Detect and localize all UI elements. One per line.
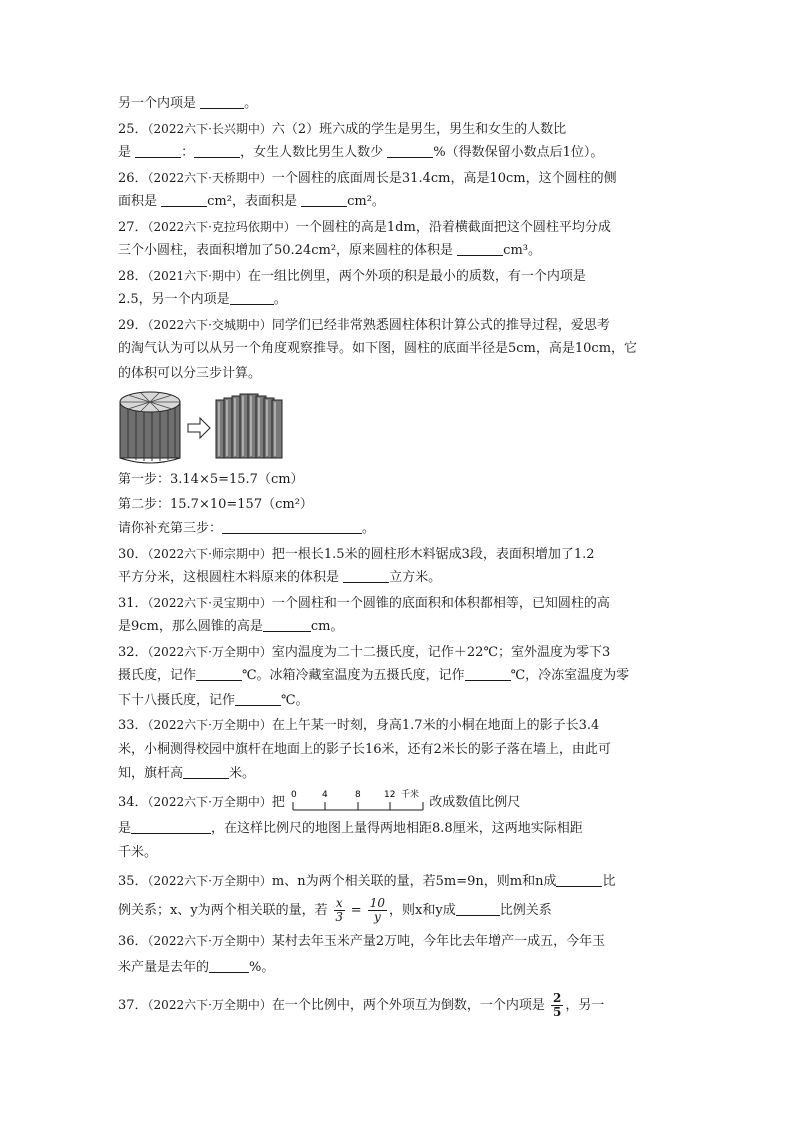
answer-blank[interactable] (131, 819, 211, 834)
cylinder-figure (118, 388, 678, 468)
answer-blank[interactable] (209, 958, 249, 973)
answer-blank[interactable] (161, 192, 207, 207)
answer-blank[interactable] (222, 519, 362, 534)
answer-blank[interactable] (200, 94, 244, 109)
question-35: 35．（2022六下·万全期中）m、n为两个相关联的量，若5m=9n，则m和n成 比 (118, 873, 616, 889)
worksheet-page (118, 92, 678, 1020)
line-q24-end: 另一个内项是 。 (118, 96, 258, 111)
answer-blank[interactable] (194, 143, 240, 158)
answer-blank[interactable] (556, 872, 602, 887)
question-36-cont: 米产量是去年的 %。 (118, 959, 275, 975)
answer-blank[interactable] (230, 290, 274, 305)
scale-tick-label: 8 (355, 790, 361, 800)
question-27: 27．（2022六下·克拉玛依期中）一个圆柱的高是1dm，沿着横截面把这个圆柱平均分成 (118, 219, 611, 235)
answer-blank[interactable] (457, 241, 503, 256)
answer-blank[interactable] (465, 666, 511, 681)
question-33: 33．（2022六下·万全期中）在上午某一时刻，身高1.7米的小桐在地面上的影子长3.4 (118, 718, 600, 733)
fraction-10-over-y: $\frac{10}{y}$ (369, 895, 386, 924)
step-3: 请你补充第三步： 。 (118, 521, 376, 536)
answer-blank[interactable] (301, 192, 347, 207)
step-1: 第一步：3.14×5=15.7（cm） (118, 472, 304, 487)
question-29: 29．（2022六下·交城期中）同学们已经非常熟悉圆柱体积计算公式的推导过程，爱思考 (118, 317, 610, 333)
scale-unit-label: 千米 (401, 790, 420, 800)
question-36: 36．（2022六下·万全期中）某村去年玉米产量2万吨，今年比去年增产一成五，今年玉 (118, 933, 606, 949)
answer-blank[interactable] (183, 764, 229, 779)
question-34-cont: 千米。 (118, 845, 158, 860)
question-31: 31．（2022六下·灵宝期中）一个圆柱和一个圆锥的底面积和体积都相等，已知圆柱的高 (118, 595, 610, 611)
question-30-cont: 平方分米，这根圆柱木料原来的体积是 立方米。 (118, 570, 442, 585)
question-34-cont: 是 ，在这样比例尺的地图上量得两地相距8.8厘米，这两地实际相距 (118, 820, 583, 836)
question-25-cont: 是 ： ，女生人数比男生人数少 %（得数保留小数点后1位）。 (118, 145, 604, 160)
question-34: 34．（2022六下·万全期中）把 0 4 8 12 千米 改成数值比例尺 (118, 787, 678, 817)
answer-blank[interactable] (235, 691, 281, 706)
answer-blank[interactable] (196, 666, 242, 681)
answer-blank[interactable] (263, 617, 311, 632)
scale-tick-label: 0 (291, 790, 297, 800)
answer-blank[interactable] (135, 143, 181, 158)
question-32-cont: 下十八摄氏度，记作 ℃。 (118, 692, 309, 708)
line-scale-bar (289, 788, 425, 816)
fraction-2-over-5: $\frac{2}{5}$ (553, 991, 562, 1019)
question-25: 25．（2022六下·长兴期中）六（2）班六成的学生是男生，男生和女生的人数比 (118, 121, 567, 137)
answer-blank[interactable] (343, 568, 389, 583)
question-31-cont: 是9cm，那么圆锥的高是 cm。 (118, 619, 344, 634)
question-27-cont: 三个小圆柱，表面积增加了50.24cm²，原来圆柱的体积是 cm³。 (118, 243, 541, 258)
question-32: 32．（2022六下·万全期中）室内温度为二十二摄氏度，记作＋22℃；室外温度为零下3 (118, 644, 611, 660)
question-26: 26．（2022六下·天桥期中）一个圆柱的底面周长是31.4cm，高是10cm，这个圆柱的侧 (118, 170, 617, 186)
question-32-cont: 摄氏度，记作 ℃。冰箱冷藏室温度为五摄氏度，记作 ℃，冷冻室温度为零 (118, 668, 630, 683)
question-28-cont: 2.5，另一个内项是 。 (118, 292, 287, 307)
answer-blank[interactable] (456, 901, 500, 916)
answer-blank[interactable] (387, 143, 433, 158)
question-35-cont: 例关系；x、y为两个相关联的量，若 $\frac{x}{3}$ = $\frac{10}{y}$ ，则x和y成 比例关系 (118, 895, 552, 924)
question-29-cont: 的淘气认为可以从另一个角度观察推导。如下图，圆柱的底面半径是5cm，高是10cm，它 (118, 341, 638, 356)
cylinder-cut-illustration (118, 388, 288, 466)
question-30: 30．（2022六下·师宗期中）把一根长1.5米的圆柱形木料锯成3段，表面积增加了1.2 (118, 546, 595, 562)
scale-tick-label: 4 (322, 790, 328, 800)
question-29-cont: 的体积可以分三步计算。 (118, 365, 262, 381)
question-28: 28．（2021六下·期中）在一组比例里，两个外项的积是最小的质数，有一个内项是 (118, 268, 586, 284)
step-2: 第二步：15.7×10=157（cm²） (118, 496, 313, 512)
question-26-cont: 面积是 cm²，表面积是 cm²。 (118, 194, 385, 209)
question-33-cont: 米，小桐测得校园中旗杆在地面上的影子长16米，还有2米长的影子落在墙上，由此可 (118, 741, 611, 757)
scale-tick-label: 12 (384, 790, 396, 800)
question-33-cont: 知，旗杆高 米。 (118, 766, 256, 781)
question-37: 37．（2022六下·万全期中）在一个比例中，两个外项互为倒数，一个内项是 $\frac{2}{5}$ ，另一 (118, 991, 605, 1019)
fraction-x-over-3: $\frac{x}{3}$ (335, 895, 344, 924)
